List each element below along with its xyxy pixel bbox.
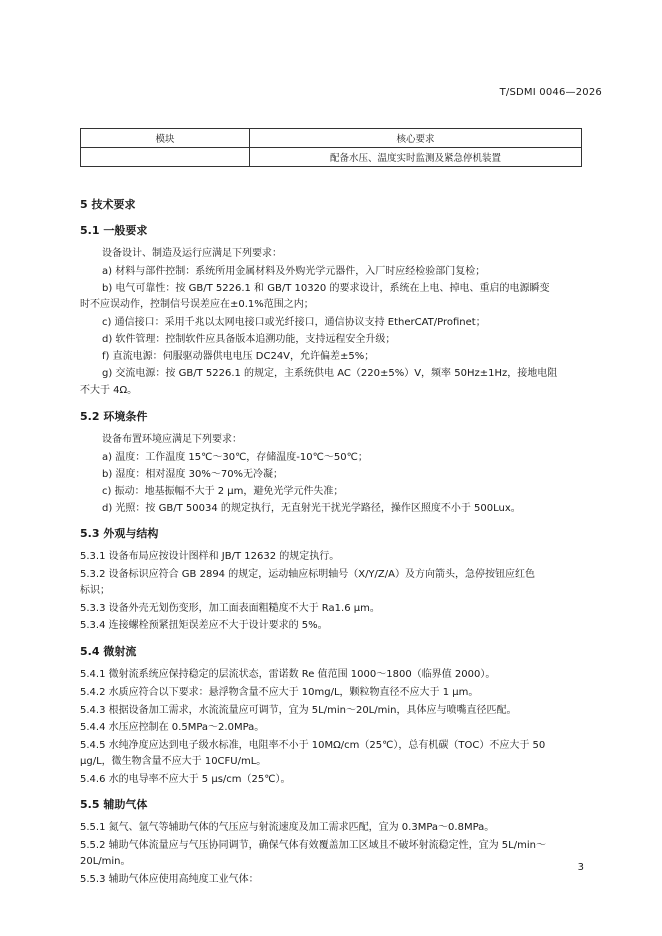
paragraph: 5.4.6 水的电导率不应大于 5 μs/cm（25℃）。	[80, 774, 291, 785]
heading-text: 5.2 环境条件	[80, 410, 148, 423]
table-cell	[81, 148, 250, 167]
paragraph-continued: 标识；	[80, 585, 110, 596]
paragraph: 5.4.5 水纯净度应达到电子级水标准，电阻率不小于 10MΩ/cm（25℃），总有机碳（TOC）不应大于 50	[80, 740, 546, 751]
paragraph-continued: μg/L，微生物含量不应大于 10CFU/mL。	[80, 756, 267, 767]
section-5-2-heading	[80, 410, 147, 424]
heading-text: 5.4 微射流	[80, 645, 137, 658]
list-item: c) 振动：地基振幅不大于 2 μm，避免光学元件失准；	[102, 486, 344, 497]
list-item: c) 通信接口：采用千兆以太网电接口或光纤接口，通信协议支持 EtherCAT/Profinet；	[102, 317, 486, 328]
list-item: g) 交流电源：按 GB/T 5226.1 的规定，主系统供电 AC（220±5%）V，频率 50Hz±1Hz，接地电阻	[102, 368, 558, 379]
table-row	[81, 148, 582, 167]
page-number: 3	[577, 862, 584, 873]
paragraph: 5.5.1 氮气、氩气等辅助气体的气压应与射流速度及加工需求匹配，宜为 0.3MPa～0.8MPa。	[80, 822, 495, 833]
table-header-module: 模块	[81, 129, 250, 148]
section-5-4-heading	[80, 645, 136, 659]
list-item-continued: 时不应误动作，控制信号误差应在±0.1%范围之内；	[80, 299, 314, 310]
section-5-3-heading	[80, 527, 158, 541]
list-item: d) 光照：按 GB/T 50034 的规定执行，无直射光干扰光学路径，操作区照度不小于 500Lux。	[102, 503, 521, 514]
list-item: a) 材料与部件控制：系统所用金属材料及外购光学元器件，入厂时应经检验部门复检；	[102, 266, 486, 277]
paragraph: 5.3.1 设备布局应按设计图样和 JB/T 12632 的规定执行。	[80, 551, 340, 562]
paragraph: 设备布置环境应满足下列要求：	[102, 434, 242, 445]
requirements-table	[80, 128, 582, 167]
paragraph: 5.4.1 微射流系统应保持稳定的层流状态，雷诺数 Re 值范围 1000～1800（临界值 2000）。	[80, 669, 496, 680]
heading-text: 5.1 一般要求	[80, 224, 148, 237]
document-number: T/SDMI 0046—2026	[499, 87, 602, 98]
paragraph: 5.4.2 水质应符合以下要求：悬浮物含量不应大于 10mg/L，颗粒物直径不应大于 1 μm。	[80, 687, 479, 698]
section-5-heading: 5 技术要求	[80, 198, 136, 211]
table-cell: 配备水压、温度实时监测及紧急停机装置	[250, 148, 582, 167]
list-item: f) 直流电源：伺服驱动器供电电压 DC24V，允许偏差±5%；	[102, 351, 375, 362]
list-item: d) 软件管理：控制软件应具备版本追溯功能，支持远程安全升级；	[102, 334, 396, 345]
paragraph: 5.5.3 辅助气体应使用高纯度工业气体：	[80, 874, 259, 885]
list-item: b) 湿度：相对湿度 30%～70%无冷凝；	[102, 469, 284, 480]
list-item-continued: 不大于 4Ω。	[80, 385, 138, 396]
table-header-requirement: 核心要求	[250, 129, 582, 148]
paragraph: 5.4.3 根据设备加工需求，水流流量应可调节，宜为 5L/min～20L/min，具体应与喷嘴直径匹配。	[80, 705, 517, 716]
list-item: a) 温度：工作温度 15℃～30℃，存储温度-10℃～50℃；	[102, 452, 368, 463]
paragraph-continued: 20L/min。	[80, 856, 131, 867]
paragraph: 5.4.4 水压应控制在 0.5MPa～2.0MPa。	[80, 722, 265, 733]
section-5-5-heading	[80, 798, 147, 812]
table-header-row	[81, 129, 582, 148]
paragraph: 5.3.4 连接螺栓预紧扭矩误差应不大于设计要求的 5%。	[80, 620, 328, 631]
paragraph: 5.5.2 辅助气体流量应与气压协同调节，确保气体有效覆盖加工区域且不破坏射流稳定性，宜为 5L/min～	[80, 840, 546, 851]
paragraph: 设备设计、制造及运行应满足下列要求：	[102, 248, 282, 259]
section-5-1-heading	[80, 224, 147, 238]
heading-text: 5.5 辅助气体	[80, 798, 148, 811]
paragraph: 5.3.2 设备标识应符合 GB 2894 的规定，运动轴应标明轴号（X/Y/Z/A）及方向箭头，急停按钮应红色	[80, 569, 535, 580]
paragraph: 5.3.3 设备外壳无划伤变形，加工面表面粗糙度不大于 Ra1.6 μm。	[80, 603, 380, 614]
list-item: b) 电气可靠性：按 GB/T 5226.1 和 GB/T 10320 的要求设计，系统在上电、掉电、重启的电源瞬变	[102, 283, 550, 294]
heading-text: 5.3 外观与结构	[80, 527, 159, 540]
